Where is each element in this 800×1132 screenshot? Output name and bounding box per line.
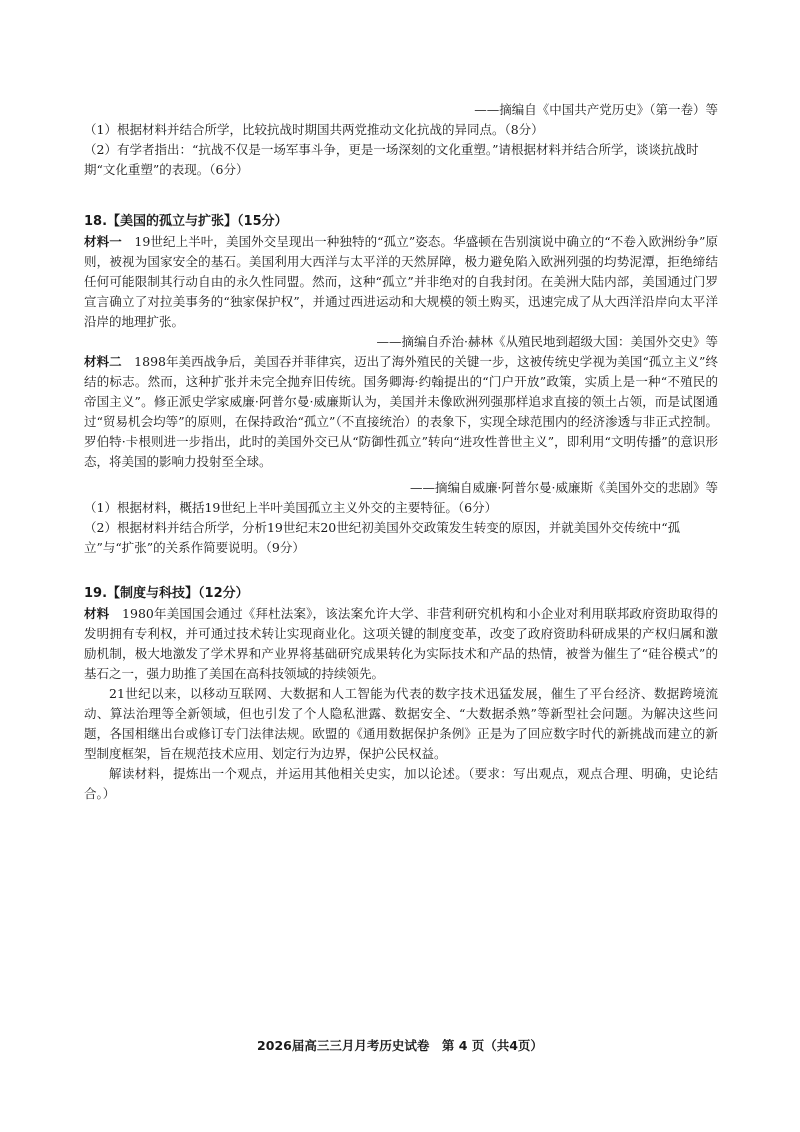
q18-heading: 18.【美国的孤立与扩张】（15分） <box>84 214 288 229</box>
q19-heading: 19.【制度与科技】（12分） <box>84 586 249 601</box>
page-footer: 2026届高三三月月考历史试卷 第 4 页（共4页） <box>257 1038 543 1053</box>
q19-material-text-1: 1980年美国国会通过《拜杜法案》，该法案允许大学、非营利研究机构和小企业对利用联邦政府资助取得的发明拥有专利权，并可通过技术转让实现商业化。这项关键的制度变革，改变了政府资助科研成果的产权归属和激励机制，极大地激发了学术界和产业界将基础研究成果转化为实际技术和产品的热情，被誉为催生了“硅谷模式”的基石之一，强力助推了美国在高科技领域的持续领先。 <box>84 606 718 681</box>
prev-question-1: （1）根据材料并结合所学，比较抗战时期国共两党推动文化抗战的异同点。（8分） <box>84 122 544 137</box>
q18-material-1-text: 19世纪上半叶，美国外交呈现出一种独特的“孤立”姿态。华盛顿在告别演说中确立的“不卷入欧洲纷争”原则，被视为国家安全的基石。美国利用大西洋与太平洋的天然屏障，极力避免陷入欧洲列强的均势泥潭，拒绝缔结任何可能限制其行动自由的永久性同盟。然而，这种“孤立”并非绝对的自我封闭。在美洲大陆内部，美国通过门罗宣言确立了对拉美事务的“独家保护权”，并通过西进运动和大规模的领土购买，迅速完成了从大西洋沿岸向太平洋沿岸的地理扩张。 <box>84 234 718 329</box>
prev-source: ——摘编自《中国共产党历史》（第一卷）等 <box>474 102 718 117</box>
q18-material-2-text: 1898年美西战争后，美国吞并菲律宾，迈出了海外殖民的关键一步，这被传统史学视为美国“孤立主义”终结的标志。然而，这种扩张并未完全抛弃旧传统。国务卿海·约翰提出的“门户开放”政策，实质上是一种“不殖民的帝国主义”。修正派史学家威廉·阿普尔曼·威廉斯认为，美国并未像欧洲列强那样追求直接的领土占领，而是试图通过“贸易机会均等”的原则，在保持政治“孤立”（不直接统治）的表象下，实现全球范围内的经济渗透与非正式控制。罗伯特·卡根则进一步指出，此时的美国外交已从“防御性孤立”转向“进攻性普世主义”，即利用“文明传播”的意识形态，将美国的影响力投射至全球。 <box>84 354 718 469</box>
q18-material-2 <box>84 352 718 472</box>
q18-material-1-label: 材料一 <box>84 234 122 249</box>
q18-question-2: （2）根据材料并结合所学，分析19世纪末20世纪初美国外交政策发生转变的原因，并就美国外交传统中“孤立”与“扩张”的关系作简要说明。（9分） <box>84 520 681 555</box>
q19-material-text-2: 21世纪以来，以移动互联网、大数据和人工智能为代表的数字技术迅猛发展，催生了平台经济、数据跨境流动、算法治理等全新领域，但也引发了个人隐私泄露、数据安全、“大数据杀熟”等新型社会问题。为解决这些问题，各国相继出台或修订专门法律法规。欧盟的《通用数据保护条例》正是为了回应数字时代的新挑战而建立的新型制度框架，旨在规范技术应用、划定行为边界，保护公民权益。 <box>84 686 718 761</box>
q18-material-1-source: ——摘编自乔治·赫林《从殖民地到超级大国：美国外交史》等 <box>376 334 718 349</box>
q18-material-2-source: ——摘编自威廉·阿普尔曼·威廉斯《美国外交的悲剧》等 <box>410 480 718 495</box>
prev-question-2: （2）有学者指出：“抗战不仅是一场军事斗争，更是一场深刻的文化重塑。”请根据材料并结合所学，谈谈抗战时期“文化重塑”的表现。（6分） <box>84 142 699 177</box>
q19-task: 解读材料，提炼出一个观点，并运用其他相关史实，加以论述。（要求：写出观点，观点合理、明确，史论结合。） <box>84 766 718 801</box>
q19-material-label: 材料 <box>84 606 110 621</box>
q19-material <box>84 604 718 684</box>
q18-question-1: （1）根据材料，概括19世纪上半叶美国孤立主义外交的主要特征。（6分） <box>84 500 498 515</box>
q18-material-1 <box>84 232 718 332</box>
q18-material-2-label: 材料二 <box>84 354 122 369</box>
